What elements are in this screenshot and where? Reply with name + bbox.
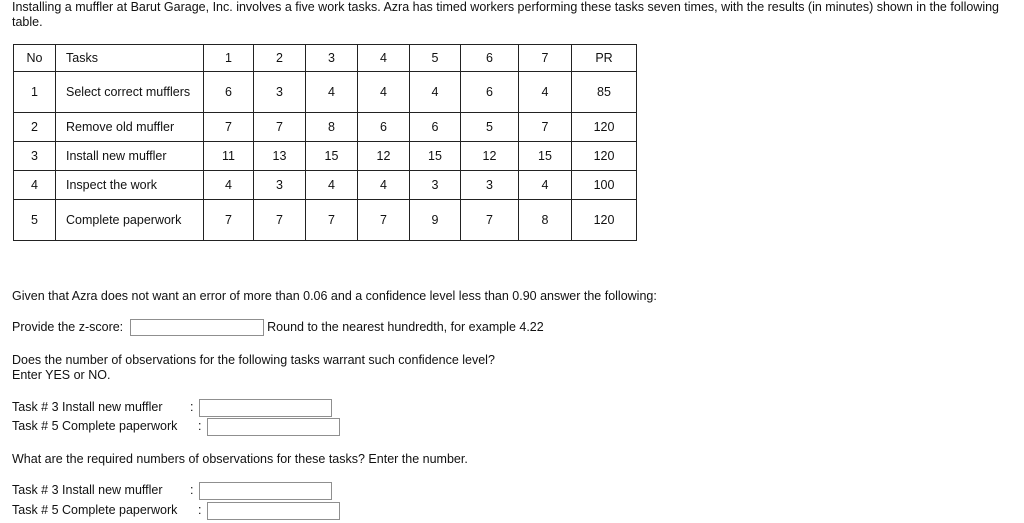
observation-cell: 7 <box>358 200 410 241</box>
task-number-cell: 3 <box>14 142 56 171</box>
observation-cell: 4 <box>358 72 410 113</box>
observation-cell: 9 <box>410 200 461 241</box>
observation-cell: 12 <box>461 142 519 171</box>
table-header-cell: 7 <box>519 45 572 72</box>
table-header-cell: 2 <box>254 45 306 72</box>
task-name-cell: Remove old muffler <box>56 113 204 142</box>
q3-task3-input[interactable] <box>199 482 332 500</box>
observation-cell: 6 <box>461 72 519 113</box>
table-header-cell: 4 <box>358 45 410 72</box>
task-name-cell: Install new muffler <box>56 142 204 171</box>
q2-task5-colon: : <box>198 419 202 434</box>
observation-cell: 6 <box>358 113 410 142</box>
observation-cell: 6 <box>204 72 254 113</box>
observation-cell: 7 <box>519 113 572 142</box>
table-header-cell: 6 <box>461 45 519 72</box>
observation-cell: 15 <box>410 142 461 171</box>
performance-rating-cell: 85 <box>572 72 637 113</box>
observation-table <box>13 44 637 241</box>
observation-cell: 7 <box>204 200 254 241</box>
q3-task3-label: Task # 3 Install new muffler <box>12 483 163 498</box>
q2-task3-row <box>12 399 332 417</box>
table-row <box>14 72 637 113</box>
observation-cell: 7 <box>306 200 358 241</box>
observation-cell: 3 <box>461 171 519 200</box>
q2-task3-label: Task # 3 Install new muffler <box>12 400 163 415</box>
observation-cell: 12 <box>358 142 410 171</box>
task-name-cell: Select correct mufflers <box>56 72 204 113</box>
performance-rating-cell: 120 <box>572 142 637 171</box>
task-name-cell: Complete paperwork <box>56 200 204 241</box>
observation-cell: 7 <box>254 200 306 241</box>
performance-rating-cell: 120 <box>572 113 637 142</box>
q2-task3-colon: : <box>190 400 194 415</box>
q3-task5-input[interactable] <box>207 502 340 520</box>
table-header-cell: No <box>14 45 56 72</box>
table-row <box>14 113 637 142</box>
task-number-cell: 4 <box>14 171 56 200</box>
observation-cell: 7 <box>254 113 306 142</box>
observation-cell: 4 <box>410 72 461 113</box>
given-statement: Given that Azra does not want an error of more than 0.06 and a confidence level less than 0.90 answer the following: <box>12 289 657 303</box>
observation-cell: 4 <box>204 171 254 200</box>
observation-cell: 4 <box>519 171 572 200</box>
q2-task5-input[interactable] <box>207 418 340 436</box>
observation-cell: 8 <box>306 113 358 142</box>
q2-task5-row <box>12 418 340 436</box>
observation-cell: 3 <box>410 171 461 200</box>
q3-task3-colon: : <box>190 483 194 498</box>
table-header-cell: 3 <box>306 45 358 72</box>
table-header-cell: 5 <box>410 45 461 72</box>
table-header-cell: Tasks <box>56 45 204 72</box>
performance-rating-cell: 120 <box>572 200 637 241</box>
table-row <box>14 142 637 171</box>
observation-cell: 7 <box>461 200 519 241</box>
observation-cell: 8 <box>519 200 572 241</box>
observation-cell: 6 <box>410 113 461 142</box>
q2-task3-input[interactable] <box>199 399 332 417</box>
observation-cell: 15 <box>519 142 572 171</box>
observation-cell: 13 <box>254 142 306 171</box>
q3-task5-label: Task # 5 Complete paperwork <box>12 503 178 518</box>
zscore-hint: Round to the nearest hundredth, for example 4.22 <box>267 319 544 334</box>
zscore-label: Provide the z-score: <box>12 319 124 334</box>
performance-rating-cell: 100 <box>572 171 637 200</box>
observation-cell: 15 <box>306 142 358 171</box>
table-row <box>14 171 637 200</box>
q3-task5-colon: : <box>198 503 202 518</box>
task-number-cell: 1 <box>14 72 56 113</box>
q2-task5-label: Task # 5 Complete paperwork <box>12 419 178 434</box>
table-header-cell: PR <box>572 45 637 72</box>
q3-task5-row <box>12 502 340 520</box>
observation-cell: 3 <box>254 171 306 200</box>
required-observations-question: What are the required numbers of observations for these tasks? Enter the number. <box>12 452 468 466</box>
observation-cell: 3 <box>254 72 306 113</box>
q3-task3-row <box>12 482 332 500</box>
observation-question-line2: Enter YES or NO. <box>12 368 111 382</box>
observation-cell: 4 <box>519 72 572 113</box>
zscore-row <box>12 319 544 336</box>
observation-cell: 4 <box>358 171 410 200</box>
problem-intro: Installing a muffler at Barut Garage, Inc. involves a five work tasks. Azra has timed workers performing these tasks seven times, with the results (in minutes) shown in the following table. <box>12 0 999 29</box>
observation-cell: 4 <box>306 171 358 200</box>
observation-cell: 11 <box>204 142 254 171</box>
observation-question <box>12 353 495 383</box>
task-number-cell: 5 <box>14 200 56 241</box>
zscore-input[interactable] <box>130 319 264 336</box>
observation-cell: 4 <box>306 72 358 113</box>
table-row <box>14 200 637 241</box>
observation-cell: 5 <box>461 113 519 142</box>
task-number-cell: 2 <box>14 113 56 142</box>
observation-cell: 7 <box>204 113 254 142</box>
task-name-cell: Inspect the work <box>56 171 204 200</box>
table-header-cell: 1 <box>204 45 254 72</box>
table-header-row <box>14 45 637 72</box>
observation-question-line1: Does the number of observations for the following tasks warrant such confidence level? <box>12 353 495 367</box>
